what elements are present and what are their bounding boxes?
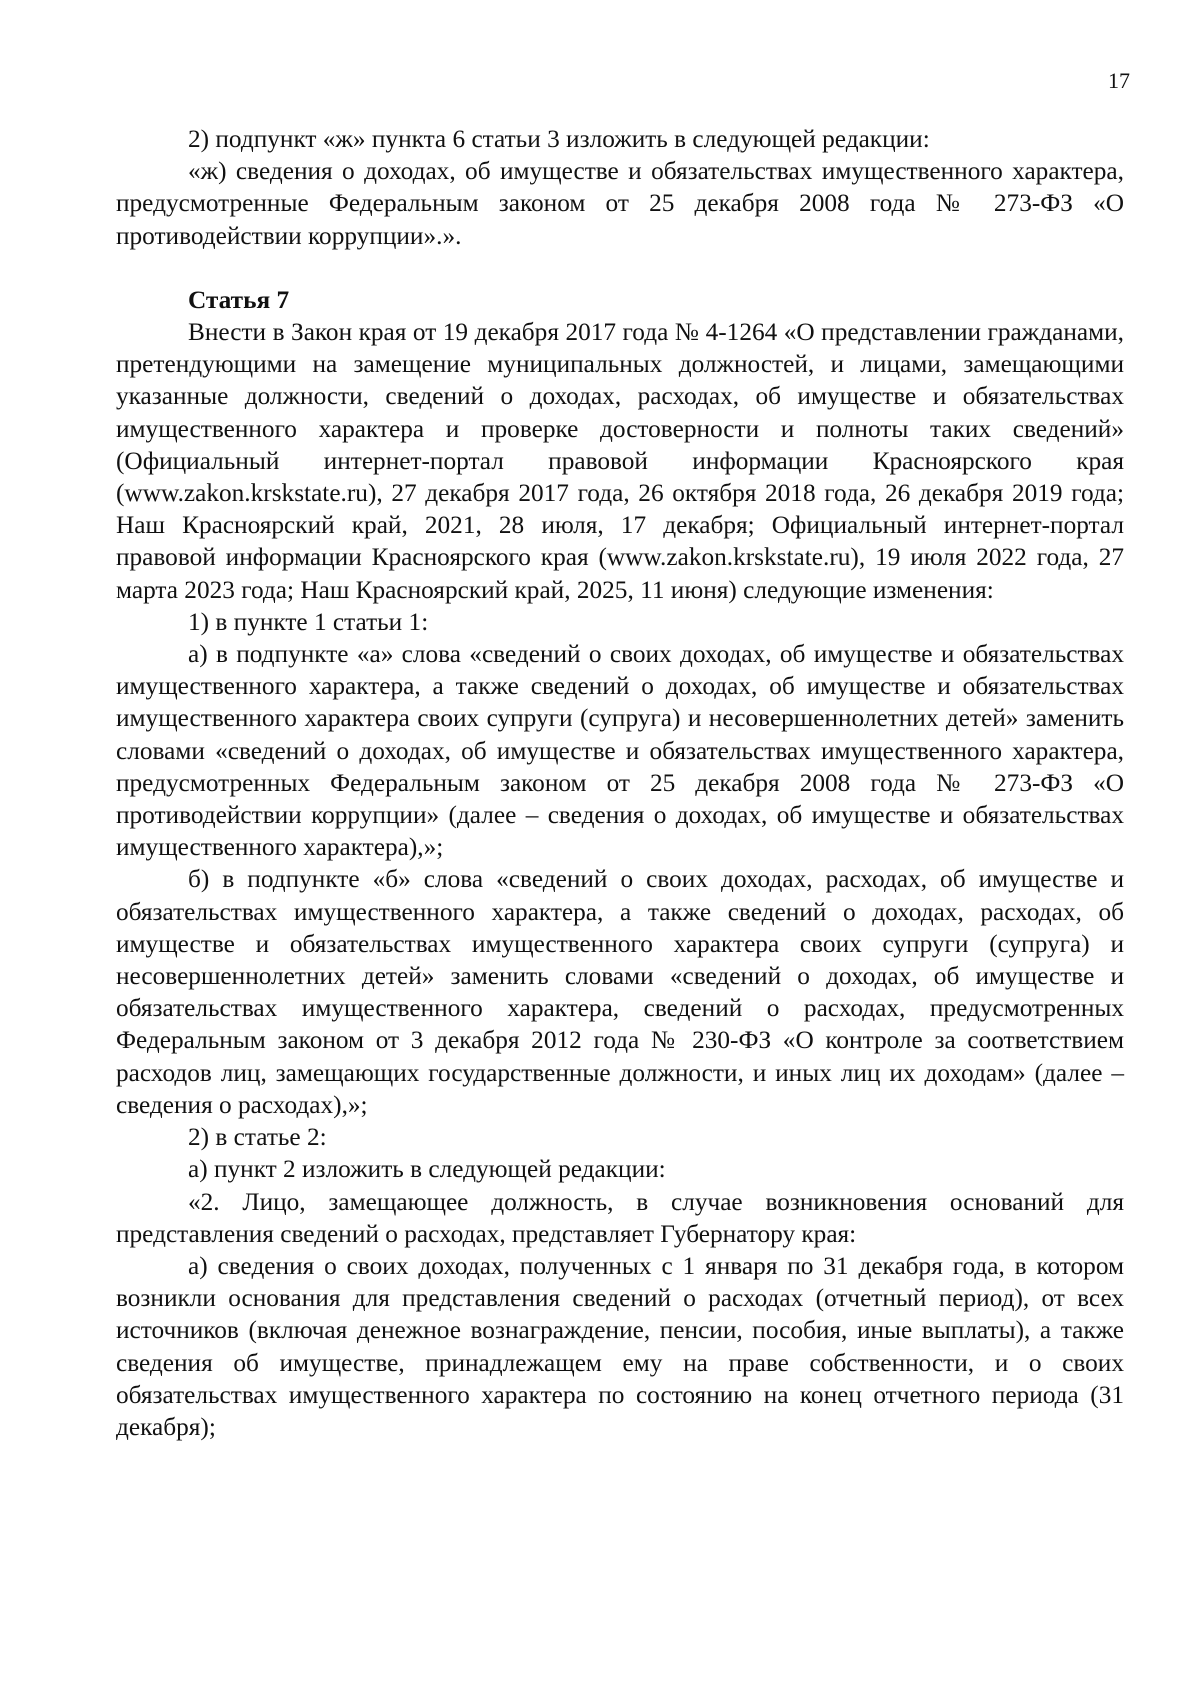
paragraph: 2) подпункт «ж» пункта 6 статьи 3 изложить в следующей редакции: [188, 125, 930, 153]
paragraph: а) сведения о своих доходах, полученных с 1 января по 31 декабря года, в котором возникли основания для представления сведений о расходах (отчетный период), от всех источников (включая денежное вознаграждение, пенсии, пособия, иные выплаты), а также сведения об имуществе, принадлежащем ему на праве собственности, и о своих обязательствах имущественного характера по состоянию на конец отчетного периода (31 декабря); [116, 1251, 1124, 1441]
page-number: 17 [1108, 68, 1130, 93]
paragraph: б) в подпункте «б» слова «сведений о своих доходах, расходах, об имуществе и обязательствах имущественного характера, а также сведений о доходах, расходах, об имуществе и обязательствах имущественного характера своих супруги (супруга) и несовершеннолетних детей» заменить словами «сведений о доходах, об имуществе и обязательствах имущественного характера, сведений о расходах, предусмотренных Федеральным законом от 3 декабря 2012 года № 230-ФЗ «О контроле за соответствием расходов лиц, замещающих государственные должности, и иных лиц их доходам» (далее – сведения о расходах),»; [116, 865, 1124, 1119]
document-body [116, 123, 1124, 1443]
paragraph: а) пункт 2 изложить в следующей редакции: [188, 1155, 666, 1184]
article-heading: Статья 7 [188, 285, 290, 314]
paragraph: Внести в Закон края от 19 декабря 2017 года № 4-1264 «О представлении гражданами, претендующими на замещение муниципальных должностей, и лицами, замещающими указанные должности, сведений о доходах, расходах, об имуществе и обязательствах имущественного характера и проверке достоверности и полноты таких сведений» (Официальный интернет-портал правовой информации Красноярского края (www.zakon.krskstate.ru), 27 декабря 2017 года, 26 октября 2018 года, 26 декабря 2019 года; Наш Красноярский край, 2021, 28 июля, 17 декабря; Официальный интернет-портал правовой информации Красноярского края (www.zakon.krskstate.ru), 19 июля 2022 года, 27 марта 2023 года; Наш Красноярский край, 2025, 11 июня) следующие изменения: [116, 318, 1124, 604]
paragraph: «2. Лицо, замещающее должность, в случае возникновения оснований для представления сведений о расходах, представляет Губернатору края: [116, 1187, 1124, 1248]
paragraph: «ж) сведения о доходах, об имуществе и обязательствах имущественного характера, предусмотренные Федеральным законом от 25 декабря 2008 года № 273-ФЗ «О противодействии коррупции».». [116, 157, 1124, 250]
paragraph: 1) в пункте 1 статьи 1: [188, 607, 429, 636]
paragraph: а) в подпункте «а» слова «сведений о своих доходах, об имуществе и обязательствах имущественного характера, а также сведений о доходах, об имуществе и обязательствах имущественного характера своих супруги (супруга) и несовершеннолетних детей» заменить словами «сведений о доходах, об имуществе и обязательствах имущественного характера, предусмотренных Федеральным законом от 25 декабря 2008 года № 273-ФЗ «О противодействии коррупции» (далее – сведения о доходах, об имуществе и обязательствах имущественного характера),»; [116, 640, 1124, 862]
paragraph: 2) в статье 2: [188, 1123, 327, 1152]
